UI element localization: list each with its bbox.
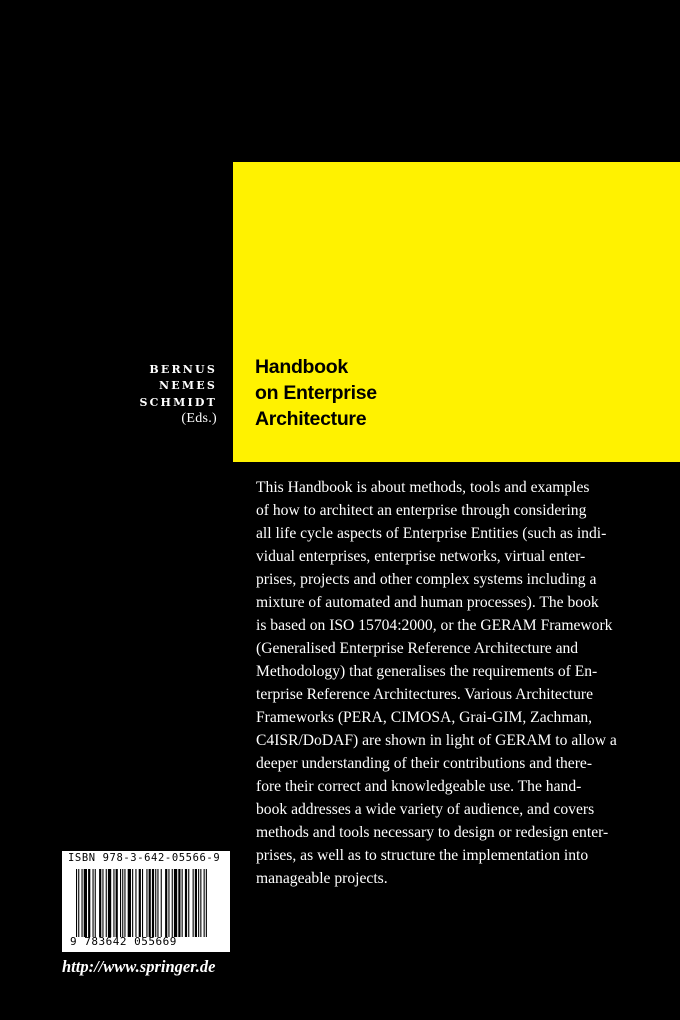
book-title-line: on Enterprise <box>255 382 377 404</box>
barcode-bar <box>122 869 123 937</box>
description-line: mixture of automated and human processes). The book <box>256 594 599 611</box>
barcode-bar <box>106 869 107 937</box>
barcode-bar <box>116 869 118 937</box>
description-line: This Handbook is about methods, tools and examples <box>256 479 590 496</box>
description-line: methods and tools necessary to design or redesign enter- <box>256 824 609 841</box>
editors-block <box>139 362 217 427</box>
barcode-bar <box>161 869 162 937</box>
description-line: (Generalised Enterprise Reference Architecture and <box>256 640 579 657</box>
barcode-bar <box>120 869 121 937</box>
barcode-bar <box>178 869 180 937</box>
barcode-bar <box>82 869 83 937</box>
barcode-bar <box>200 869 201 937</box>
barcode-bar <box>185 869 187 937</box>
barcode-bar <box>78 869 79 937</box>
barcode-bar <box>182 869 183 937</box>
barcode-bar <box>95 869 96 937</box>
barcode-bar <box>206 869 207 937</box>
publisher-url: http://www.springer.de <box>62 957 216 976</box>
barcode-bar <box>139 869 141 937</box>
description-line: deeper understanding of their contributions and there- <box>256 755 593 772</box>
description-line: book addresses a wide variety of audience, and covers <box>256 801 595 818</box>
description-line: terprise Reference Architectures. Various Architecture <box>256 686 593 703</box>
description-line: fore their correct and knowledgeable use. The hand- <box>256 778 582 795</box>
barcode-bar <box>198 869 199 937</box>
description-line: all life cycle aspects of Enterprise Entities (such as indi- <box>256 525 607 542</box>
barcode-bar <box>204 869 205 937</box>
book-title-line: Architecture <box>255 408 367 430</box>
barcode-bar <box>132 869 133 937</box>
barcode-bar <box>188 869 189 937</box>
barcode-bar <box>193 869 194 937</box>
book-title <box>255 354 377 432</box>
isbn-barcode <box>62 851 230 952</box>
editor-name: SCHMIDT <box>139 395 217 409</box>
description-line: is based on ISO 15704:2000, or the GERAM Framework <box>256 617 613 634</box>
barcode-bar <box>174 869 177 937</box>
description-line: prises, as well as to structure the implementation into <box>256 847 589 864</box>
barcode-bar <box>165 869 167 937</box>
book-description <box>256 476 628 890</box>
ean-digits: 9 783642 055669 <box>70 935 177 948</box>
barcode-bar <box>135 869 136 937</box>
barcode-bar <box>99 869 101 937</box>
description-line: Methodology) that generalises the requirements of En- <box>256 663 598 680</box>
editor-name: BERNUS <box>149 363 217 376</box>
barcode-bar <box>157 869 158 937</box>
barcode-bar <box>172 869 173 937</box>
barcode-bars <box>76 869 218 937</box>
description-line: C4ISR/DoDAF) are shown in light of GERAM to allow a <box>256 732 617 749</box>
isbn-label: ISBN 978-3-642-05566-9 <box>68 852 221 864</box>
book-title-line: Handbook <box>255 356 348 378</box>
barcode-bar <box>108 869 111 937</box>
barcode-bar <box>102 869 103 937</box>
barcode-bar <box>142 869 143 937</box>
barcode-bar <box>128 869 131 937</box>
barcode-bar <box>149 869 151 937</box>
barcode-bar <box>84 869 87 937</box>
description-line: of how to architect an enterprise through considering <box>256 502 587 519</box>
title-panel <box>233 162 680 462</box>
editor-name: NEMES <box>159 379 217 393</box>
description-line: Frameworks (PERA, CIMOSA, Grai-GIM, Zachman, <box>256 709 593 726</box>
barcode-bar <box>124 869 125 937</box>
description-line: vidual enterprises, enterprise networks, virtual enter- <box>256 548 586 565</box>
barcode-bar <box>168 869 169 937</box>
description-line: manageable projects. <box>256 870 388 887</box>
barcode-bar <box>93 869 94 937</box>
barcode-bar <box>76 869 77 937</box>
eds-label: (Eds.) <box>181 410 217 426</box>
description-line: prises, projects and other complex systems including a <box>256 571 597 588</box>
barcode-bar <box>146 869 147 937</box>
barcode-bar <box>195 869 197 937</box>
barcode-bar <box>113 869 114 937</box>
barcode-bar <box>152 869 154 937</box>
barcode-bar <box>88 869 90 937</box>
barcode-bar <box>155 869 156 937</box>
